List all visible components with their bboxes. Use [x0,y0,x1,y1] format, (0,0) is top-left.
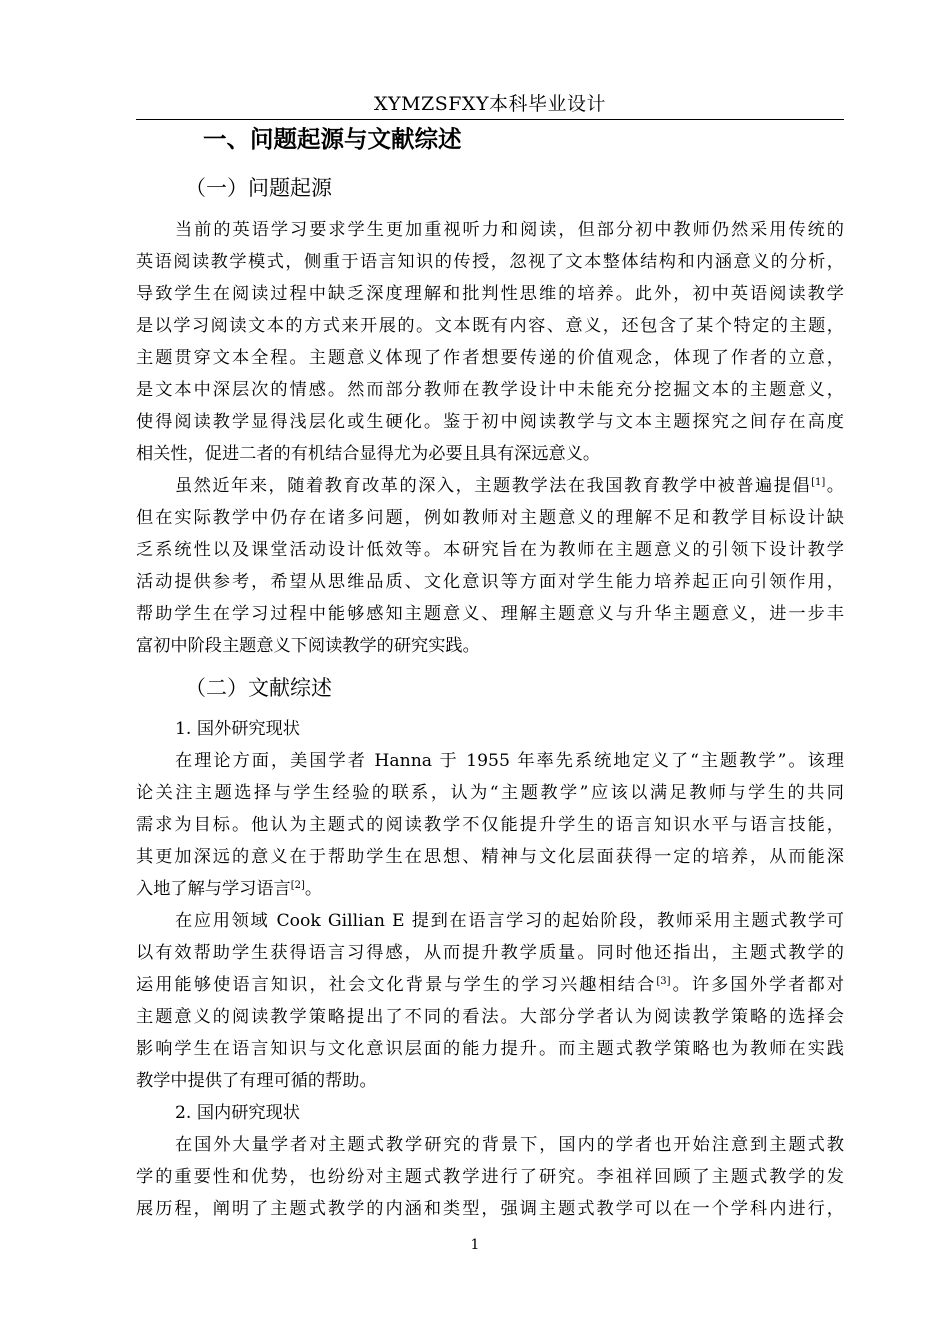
paragraph-line: 但在实际教学中仍存在诸多问题，例如教师对主题意义的理解不足和教学目标设计缺 [136,508,844,528]
paragraph-line: 是以学习阅读文本的方式来开展的。文本既有内容、意义，还包含了某个特定的主题， [136,316,844,336]
paragraph-line: 在理论方面，美国学者 Hanna 于 1955 年率先系统地定义了“主题教学”。该理 [175,751,844,771]
paragraph-line: 其更加深远的意义在于帮助学生在思想、精神与文化层面获得一定的培养，从而能深 [136,847,844,867]
page-header: XYMZSFXY本科毕业设计 [374,93,606,115]
subsection-heading-review: （二）文献综述 [185,676,332,700]
paragraph-line: 是文本中深层次的情感。然而部分教师在教学设计中未能充分挖掘文本的主题意义， [136,380,844,400]
paragraph-line: 主题意义的阅读教学策略提出了不同的看法。大部分学者认为阅读教学策略的选择会 [136,1007,844,1027]
paragraph-line: 导致学生在阅读过程中缺乏深度理解和批判性思维的培养。此外，初中英语阅读教学 [136,284,844,304]
paragraph-line: 乏系统性以及课堂活动设计低效等。本研究旨在为教师在主题意义的引领下设计教学 [136,540,844,560]
paragraph-line: 虽然近年来，随着教育改革的深入，主题教学法在我国教育教学中被普遍提倡[1]。 [175,476,844,496]
paragraph-line: 当前的英语学习要求学生更加重视听力和阅读，但部分初中教师仍然采用传统的 [175,220,844,240]
paragraph-line: 在国外大量学者对主题式教学研究的背景下，国内的学者也开始注意到主题式教 [175,1135,844,1155]
page-number: 1 [470,1237,480,1253]
paragraph-line: 英语阅读教学模式，侧重于语言知识的传授，忽视了文本整体结构和内涵意义的分析， [136,252,844,272]
paragraph-line: 帮助学生在学习过程中能够感知主题意义、理解主题意义与升华主题意义，进一步丰 [136,604,844,624]
item-title-domestic: 2. 国内研究现状 [175,1103,300,1123]
paragraph-line: 论关注主题选择与学生经验的联系，认为“主题教学”应该以满足教师与学生的共同 [136,783,844,803]
citation-marker: [1] [811,477,826,488]
header-rule [136,119,844,120]
paragraph-line: 展历程，阐明了主题式教学的内涵和类型，强调主题式教学可以在一个学科内进行， [136,1199,844,1219]
paragraph-line: 以有效帮助学生获得语言习得感，从而提升教学质量。同时他还指出，主题式教学的 [136,943,844,963]
paragraph-line: 活动提供参考，希望从思维品质、文化意识等方面对学生能力培养起正向引领作用， [136,572,844,592]
section-heading: 一、问题起源与文献综述 [203,125,462,153]
paragraph-line: 相关性，促进二者的有机结合显得尤为必要且具有深远意义。 [136,444,601,464]
paragraph-line: 需求为目标。他认为主题式的阅读教学不仅能提升学生的语言知识水平与语言技能， [136,815,844,835]
paragraph-line: 学的重要性和优势，也纷纷对主题式教学进行了研究。李祖祥回顾了主题式教学的发 [136,1167,844,1187]
paragraph-line: 教学中提供了有理可循的帮助。 [136,1071,377,1091]
paragraph-line: 富初中阶段主题意义下阅读教学的研究实践。 [136,636,480,656]
subsection-heading-origin: （一）问题起源 [185,176,332,200]
item-title-foreign: 1. 国外研究现状 [175,719,300,739]
citation-marker: [3] [656,976,671,987]
paragraph-line: 运用能够使语言知识，社会文化背景与学生的学习兴趣相结合[3]。许多国外学者都对 [136,975,844,995]
paragraph-line: 在应用领域 Cook Gillian E 提到在语言学习的起始阶段，教师采用主题式教学可 [175,911,844,931]
paragraph-line: 主题贯穿文本全程。主题意义体现了作者想要传递的价值观念，体现了作者的立意， [136,348,844,368]
paragraph-line: 入地了解与学习语言[2]。 [136,879,323,899]
paragraph-line: 影响学生在语言知识与文化意识层面的能力提升。而主题式教学策略也为教师在实践 [136,1039,844,1059]
paragraph-line: 使得阅读教学显得浅层化或生硬化。鉴于初中阅读教学与文本主题探究之间存在高度 [136,412,844,432]
citation-marker: [2] [290,880,305,891]
